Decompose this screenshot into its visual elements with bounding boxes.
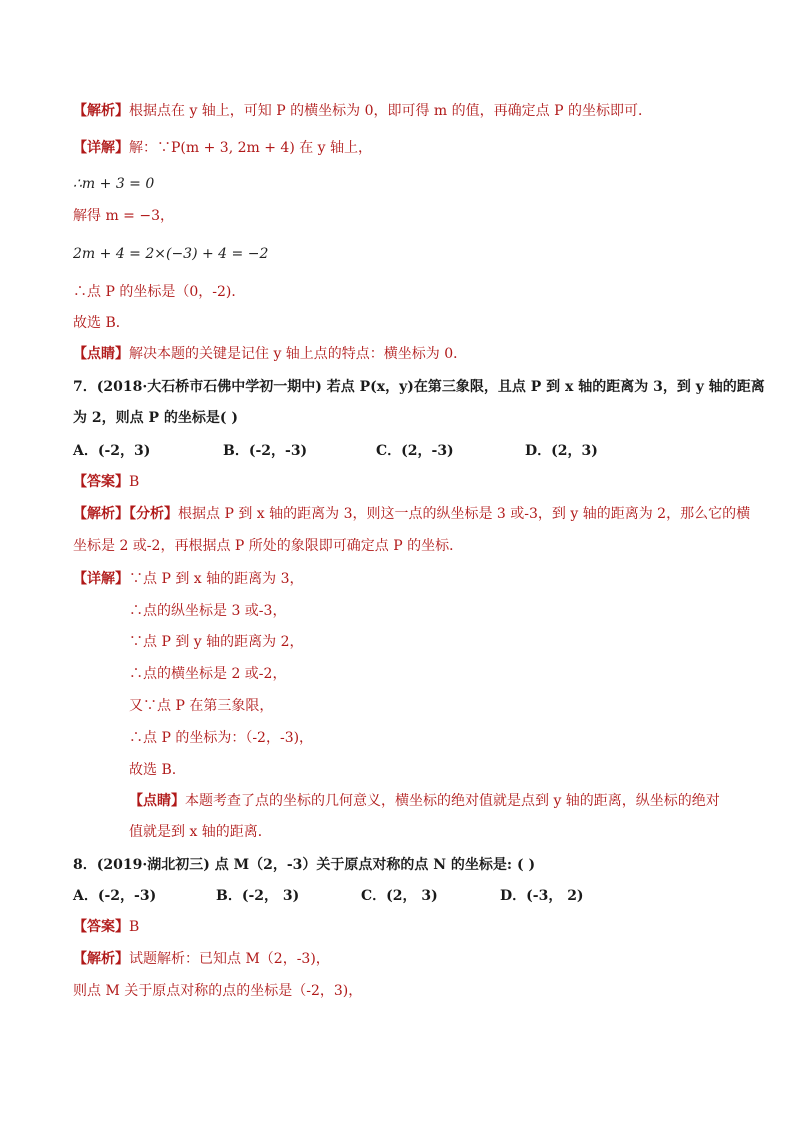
q7-detail-step: ∵点 P 到 y 轴的距离为 2，	[129, 634, 304, 650]
answer-value: B	[129, 919, 140, 935]
q7-comment-line1	[129, 791, 720, 811]
q8-option-c: C．(2， 3)	[361, 888, 438, 904]
q6-step2: 解得 m = −3，	[73, 208, 174, 224]
q6-analysis	[73, 101, 652, 121]
answer-value: B	[129, 474, 140, 490]
q7-detail-step: ∴点 P 的坐标为：（-2，-3)，	[129, 730, 314, 746]
q8-option-a: A．(-2，-3)	[73, 888, 157, 904]
q8-stem: 8．(2019·湖北初三) 点 M（2，-3）关于原点对称的点 N 的坐标是: ( )	[73, 857, 536, 873]
answer-tag: 【答案】	[73, 919, 129, 935]
q7-option-b: B．(-2，-3)	[223, 443, 308, 459]
analysis-text: 根据点 P 到 x 轴的距离为 3，则这一点的纵坐标是 3 或-3，到 y 轴的距离为 2，那么它的横	[178, 506, 751, 522]
comment-text: 本题考查了点的坐标的几何意义，横坐标的绝对值就是点到 y 轴的距离，纵坐标的绝对	[185, 793, 720, 809]
answer-tag: 【答案】	[73, 474, 129, 490]
q7-detail-step: ∴点的纵坐标是 3 或-3，	[129, 603, 287, 619]
q7-option-c: C．(2，-3)	[376, 443, 454, 459]
q7-detail-step: ∴点的横坐标是 2 或-2，	[129, 666, 287, 682]
q8-option-b: B．(-2， 3)	[216, 888, 300, 904]
comment-tag: 【点睛】	[129, 793, 185, 809]
analysis-text: 试题解析：已知点 M（2，-3)，	[129, 951, 330, 967]
q6-detail	[73, 138, 372, 158]
q7-detail-step: 故选 B.	[129, 762, 177, 778]
comment-tag: 【点睛】	[73, 346, 129, 362]
q8-analysis	[73, 949, 330, 969]
analysis-tag: 【解析】【分析】	[73, 506, 178, 522]
q8-answer	[73, 917, 139, 937]
q7-comment-line2: 值就是到 x 轴的距离．	[129, 824, 272, 840]
q7-option-d: D．(2，3)	[525, 443, 598, 459]
comment-text: 解决本题的关键是记住 y 轴上点的特点：横坐标为 0．	[129, 346, 468, 362]
detail-text: 解：∵P(m + 3, 2m + 4) 在 y 轴上，	[129, 140, 373, 156]
detail-text: ∵点 P 到 x 轴的距离为 3，	[129, 571, 304, 587]
q7-option-a: A．(-2，3)	[73, 443, 151, 459]
q8-option-d: D．(-3， 2)	[500, 888, 584, 904]
analysis-tag: 【解析】	[73, 103, 129, 119]
analysis-tag: 【解析】	[73, 951, 129, 967]
q8-analysis-line2: 则点 M 关于原点对称的点的坐标是（-2，3)，	[73, 983, 363, 999]
q6-step4: ∴点 P 的坐标是（0，-2)．	[73, 284, 246, 300]
q6-step3: 2m + 4 = 2×(−3) + 4 = −2	[73, 246, 269, 262]
detail-tag: 【详解】	[73, 140, 129, 156]
q6-comment	[73, 344, 467, 364]
q7-detail-step: 又∵点 P 在第三象限，	[129, 698, 274, 714]
q7-stem-line2: 为 2，则点 P 的坐标是( )	[73, 410, 239, 426]
q6-step1: ∴m + 3 = 0	[73, 176, 155, 192]
q7-analysis-line2: 坐标是 2 或-2，再根据点 P 所处的象限即可确定点 P 的坐标．	[73, 538, 464, 554]
q7-stem-line1: 7．(2018·大石桥市石佛中学初一期中) 若点 P(x，y)在第三象限，且点 P 到 x 轴的距离为 3，到 y 轴的距离	[73, 379, 765, 395]
q7-analysis-line1	[73, 504, 750, 524]
q7-answer	[73, 472, 139, 492]
analysis-text: 根据点在 y 轴上，可知 P 的横坐标为 0，即可得 m 的值，再确定点 P 的坐标即可．	[129, 103, 652, 119]
detail-tag: 【详解】	[73, 571, 129, 587]
q7-detail-line1	[73, 569, 303, 589]
q6-step5: 故选 B．	[73, 315, 130, 331]
